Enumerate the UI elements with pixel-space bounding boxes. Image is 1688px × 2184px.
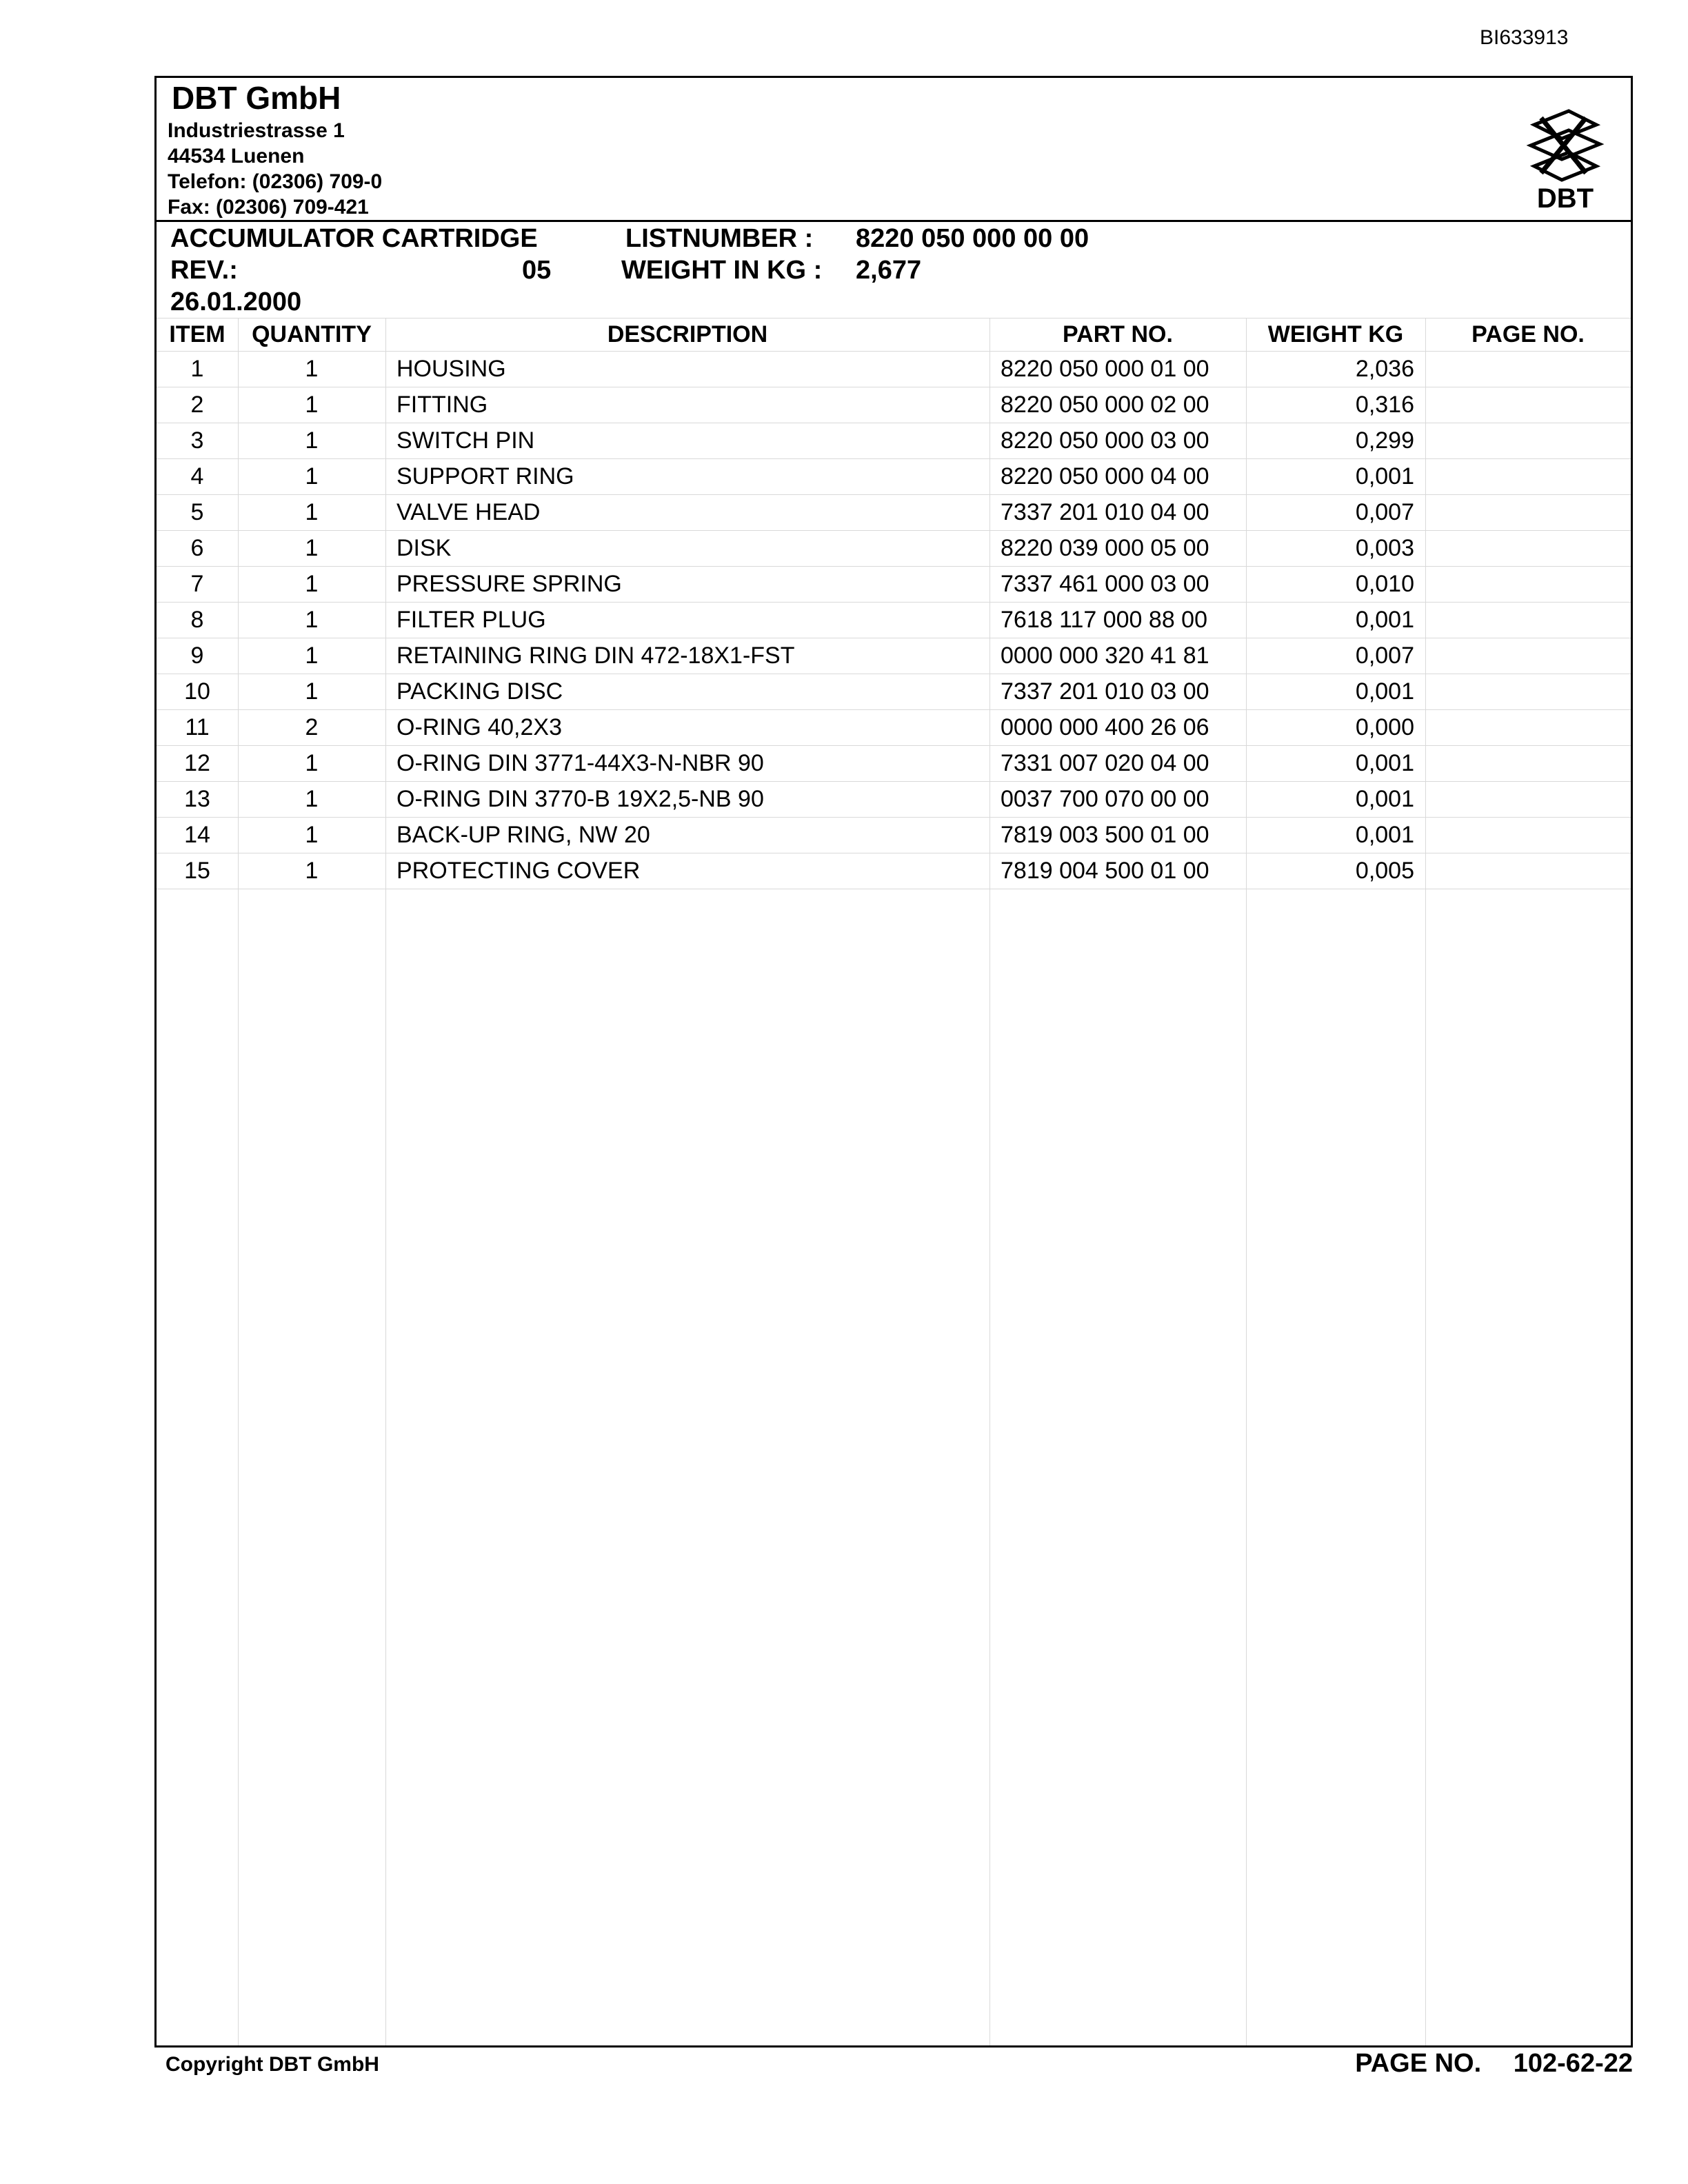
parts-table [157, 318, 1631, 2045]
company-fax: Fax: (02306) 709-421 [168, 196, 369, 219]
table-cell-qty: 1 [305, 643, 319, 669]
table-cell-item: 13 [184, 786, 210, 812]
rev-value: 05 [522, 256, 552, 285]
copyright-text: Copyright DBT GmbH [165, 2053, 379, 2076]
column-divider [989, 318, 990, 2045]
table-cell-item: 12 [184, 750, 210, 776]
table-cell-weight: 0,007 [1355, 499, 1414, 525]
company-street: Industriestrasse 1 [168, 119, 345, 142]
company-block [168, 78, 382, 220]
header-description: DESCRIPTION [607, 321, 768, 347]
table-cell-item: 3 [190, 427, 204, 454]
table-cell-desc: RETAINING RING DIN 472-18X1-FST [396, 643, 795, 669]
table-cell-qty: 1 [305, 607, 319, 633]
logo-text: DBT [1536, 183, 1594, 214]
table-cell-weight: 0,001 [1355, 678, 1414, 705]
table-cell-weight: 0,010 [1355, 571, 1414, 597]
table-cell-desc: DISK [396, 535, 452, 561]
table-cell-item: 7 [190, 571, 204, 597]
table-cell-qty: 1 [305, 535, 319, 561]
table-cell-part: 7819 004 500 01 00 [1001, 858, 1209, 884]
table-cell-qty: 1 [305, 499, 319, 525]
table-cell-part: 7331 007 020 04 00 [1001, 750, 1209, 776]
header-quantity: QUANTITY [252, 321, 372, 347]
table-cell-part: 0000 000 400 26 06 [1001, 714, 1209, 740]
table-cell-weight: 0,001 [1355, 750, 1414, 776]
listnumber-label: LISTNUMBER : [625, 224, 814, 253]
table-cell-qty: 1 [305, 678, 319, 705]
table-cell-desc: VALVE HEAD [396, 499, 541, 525]
table-cell-part: 8220 050 000 01 00 [1001, 356, 1209, 382]
table-cell-desc: O-RING 40,2X3 [396, 714, 562, 740]
table-cell-weight: 2,036 [1355, 356, 1414, 382]
company-city: 44534 Luenen [168, 145, 305, 168]
table-cell-desc: O-RING DIN 3771-44X3-N-NBR 90 [396, 750, 764, 776]
table-cell-part: 8220 050 000 04 00 [1001, 463, 1209, 489]
header-divider [157, 220, 1631, 222]
table-cell-item: 8 [190, 607, 204, 633]
table-cell-weight: 0,001 [1355, 786, 1414, 812]
table-cell-part: 0037 700 070 00 00 [1001, 786, 1209, 812]
header-page-no: PAGE NO. [1471, 321, 1585, 347]
table-cell-weight: 0,299 [1355, 427, 1414, 454]
table-cell-item: 10 [184, 678, 210, 705]
table-cell-item: 6 [190, 535, 204, 561]
table-cell-qty: 1 [305, 822, 319, 848]
table-cell-qty: 1 [305, 786, 319, 812]
table-cell-weight: 0,001 [1355, 463, 1414, 489]
table-cell-item: 1 [190, 356, 204, 382]
table-cell-part: 7337 461 000 03 00 [1001, 571, 1209, 597]
list-title: ACCUMULATOR CARTRIDGE [170, 224, 538, 253]
column-divider [385, 318, 386, 2045]
table-cell-weight: 0,000 [1355, 714, 1414, 740]
table-cell-part: 7618 117 000 88 00 [1001, 607, 1207, 633]
weight-label: WEIGHT IN KG : [621, 256, 823, 285]
table-cell-qty: 2 [305, 714, 319, 740]
table-cell-desc: O-RING DIN 3770-B 19X2,5-NB 90 [396, 786, 764, 812]
table-cell-weight: 0,001 [1355, 607, 1414, 633]
table-cell-qty: 1 [305, 858, 319, 884]
table-cell-desc: SWITCH PIN [396, 427, 535, 454]
dbt-logo [1520, 97, 1610, 214]
table-cell-weight: 0,003 [1355, 535, 1414, 561]
list-date: 26.01.2000 [170, 287, 302, 316]
table-cell-item: 15 [184, 858, 210, 884]
table-cell-part: 8220 050 000 02 00 [1001, 392, 1209, 418]
table-cell-qty: 1 [305, 427, 319, 454]
table-cell-desc: BACK-UP RING, NW 20 [396, 822, 650, 848]
column-divider [1425, 318, 1426, 2045]
table-cell-part: 7337 201 010 03 00 [1001, 678, 1209, 705]
page-number [1355, 2049, 1633, 2079]
table-cell-desc: FITTING [396, 392, 488, 418]
table-cell-item: 11 [185, 714, 210, 740]
table-cell-weight: 0,316 [1355, 392, 1414, 418]
table-cell-item: 4 [190, 463, 204, 489]
table-cell-item: 2 [190, 392, 204, 418]
table-cell-qty: 1 [305, 750, 319, 776]
table-cell-qty: 1 [305, 571, 319, 597]
table-cell-desc: FILTER PLUG [396, 607, 546, 633]
table-cell-desc: HOUSING [396, 356, 506, 382]
table-cell-qty: 1 [305, 356, 319, 382]
table-cell-desc: SUPPORT RING [396, 463, 574, 489]
document-id: BI633913 [1480, 26, 1569, 49]
table-cell-part: 8220 039 000 05 00 [1001, 535, 1209, 561]
table-cell-item: 9 [190, 643, 204, 669]
company-name: DBT GmbH [172, 80, 341, 116]
table-cell-part: 0000 000 320 41 81 [1001, 643, 1209, 669]
table-cell-weight: 0,005 [1355, 858, 1414, 884]
table-cell-part: 7819 003 500 01 00 [1001, 822, 1209, 848]
table-cell-desc: PROTECTING COVER [396, 858, 641, 884]
table-cell-part: 8220 050 000 03 00 [1001, 427, 1209, 454]
logo-emblem-icon [1531, 111, 1600, 180]
header-item: ITEM [169, 321, 225, 347]
listnumber-value: 8220 050 000 00 00 [856, 224, 1089, 253]
table-cell-desc: PACKING DISC [396, 678, 563, 705]
table-cell-item: 14 [184, 822, 210, 848]
table-cell-qty: 1 [305, 392, 319, 418]
table-cell-item: 5 [190, 499, 204, 525]
page-number-label: PAGE NO. [1355, 2049, 1482, 2078]
header-weight: WEIGHT KG [1267, 321, 1404, 347]
parts-list-frame [154, 76, 1633, 2048]
company-phone: Telefon: (02306) 709-0 [168, 170, 383, 193]
table-cell-weight: 0,007 [1355, 643, 1414, 669]
page-number-value: 102-62-22 [1513, 2049, 1633, 2078]
rev-label: REV.: [170, 256, 238, 285]
table-cell-qty: 1 [305, 463, 319, 489]
table-cell-desc: PRESSURE SPRING [396, 571, 622, 597]
weight-value: 2,677 [856, 256, 922, 285]
header-part-no: PART NO. [1063, 321, 1173, 347]
table-cell-part: 7337 201 010 04 00 [1001, 499, 1209, 525]
table-cell-weight: 0,001 [1355, 822, 1414, 848]
